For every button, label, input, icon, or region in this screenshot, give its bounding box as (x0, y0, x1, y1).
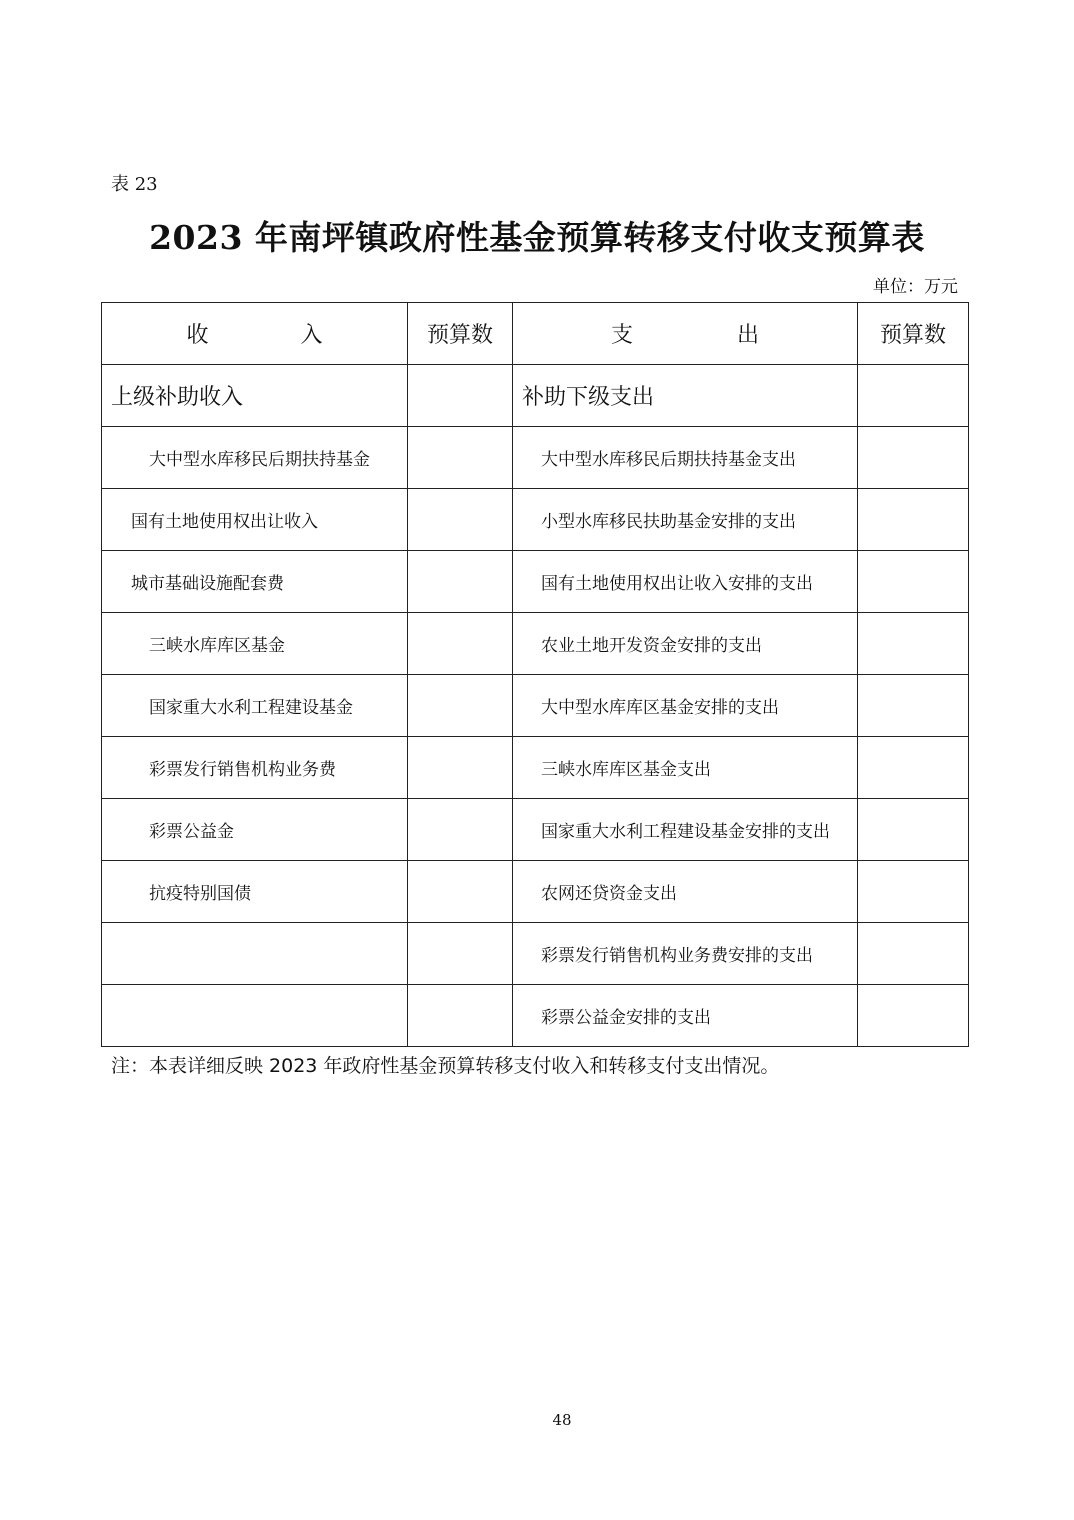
expense-header-char-1: 支 (610, 323, 633, 348)
income-amount (408, 551, 513, 613)
income-amount (408, 613, 513, 675)
expense-amount (858, 551, 969, 613)
expense-item: 彩票发行销售机构业务费安排的支出 (513, 923, 858, 985)
table-row (102, 489, 969, 551)
income-category: 上级补助收入 (102, 365, 408, 427)
expense-item: 三峡水库库区基金支出 (513, 737, 858, 799)
expense-category-amount (858, 365, 969, 427)
income-item (102, 923, 408, 985)
category-row (102, 365, 969, 427)
expense-amount (858, 985, 969, 1047)
income-item: 城市基础设施配套费 (102, 551, 408, 613)
income-amount (408, 489, 513, 551)
header-row (102, 303, 969, 365)
table-row (102, 613, 969, 675)
table-row (102, 551, 969, 613)
income-amount (408, 861, 513, 923)
income-category-amount (408, 365, 513, 427)
income-item: 国有土地使用权出让收入 (102, 489, 408, 551)
table-row (102, 861, 969, 923)
table-row (102, 675, 969, 737)
expense-category: 补助下级支出 (513, 365, 858, 427)
income-item: 抗疫特别国债 (102, 861, 408, 923)
expense-amount-header: 预算数 (858, 303, 969, 365)
expense-item: 国家重大水利工程建设基金安排的支出 (513, 799, 858, 861)
expense-amount (858, 861, 969, 923)
income-item: 彩票发行销售机构业务费 (102, 737, 408, 799)
expense-item: 农业土地开发资金安排的支出 (513, 613, 858, 675)
table-row (102, 427, 969, 489)
expense-amount (858, 613, 969, 675)
income-amount (408, 675, 513, 737)
table-row (102, 799, 969, 861)
income-amount (408, 737, 513, 799)
expense-amount (858, 923, 969, 985)
income-amount-header: 预算数 (408, 303, 513, 365)
expense-amount (858, 427, 969, 489)
expense-item: 小型水库移民扶助基金安排的支出 (513, 489, 858, 551)
budget-table (101, 302, 969, 1047)
table-row (102, 985, 969, 1047)
income-item (102, 985, 408, 1047)
income-header-char-2: 入 (300, 323, 323, 348)
expense-header (513, 303, 858, 365)
page-number: 48 (552, 1411, 572, 1429)
income-amount (408, 427, 513, 489)
income-item: 彩票公益金 (102, 799, 408, 861)
expense-item: 大中型水库库区基金安排的支出 (513, 675, 858, 737)
expense-item: 农网还贷资金支出 (513, 861, 858, 923)
expense-amount (858, 737, 969, 799)
table-row (102, 923, 969, 985)
expense-header-char-2: 出 (737, 323, 760, 348)
income-item: 国家重大水利工程建设基金 (102, 675, 408, 737)
income-amount (408, 923, 513, 985)
expense-item: 国有土地使用权出让收入安排的支出 (513, 551, 858, 613)
income-item: 三峡水库库区基金 (102, 613, 408, 675)
expense-amount (858, 799, 969, 861)
table-note: 注：本表详细反映 2023 年政府性基金预算转移支付收入和转移支付支出情况。 (111, 1055, 780, 1077)
expense-item: 彩票公益金安排的支出 (513, 985, 858, 1047)
document-title: 2023 年南坪镇政府性基金预算转移支付收支预算表 (149, 218, 925, 257)
income-header (102, 303, 408, 365)
expense-amount (858, 489, 969, 551)
expense-amount (858, 675, 969, 737)
table-row (102, 737, 969, 799)
income-item: 大中型水库移民后期扶持基金 (102, 427, 408, 489)
table-label: 表 23 (111, 174, 158, 195)
unit-label: 单位：万元 (873, 277, 958, 297)
income-amount (408, 799, 513, 861)
expense-item: 大中型水库移民后期扶持基金支出 (513, 427, 858, 489)
income-amount (408, 985, 513, 1047)
income-header-char-1: 收 (186, 323, 209, 348)
